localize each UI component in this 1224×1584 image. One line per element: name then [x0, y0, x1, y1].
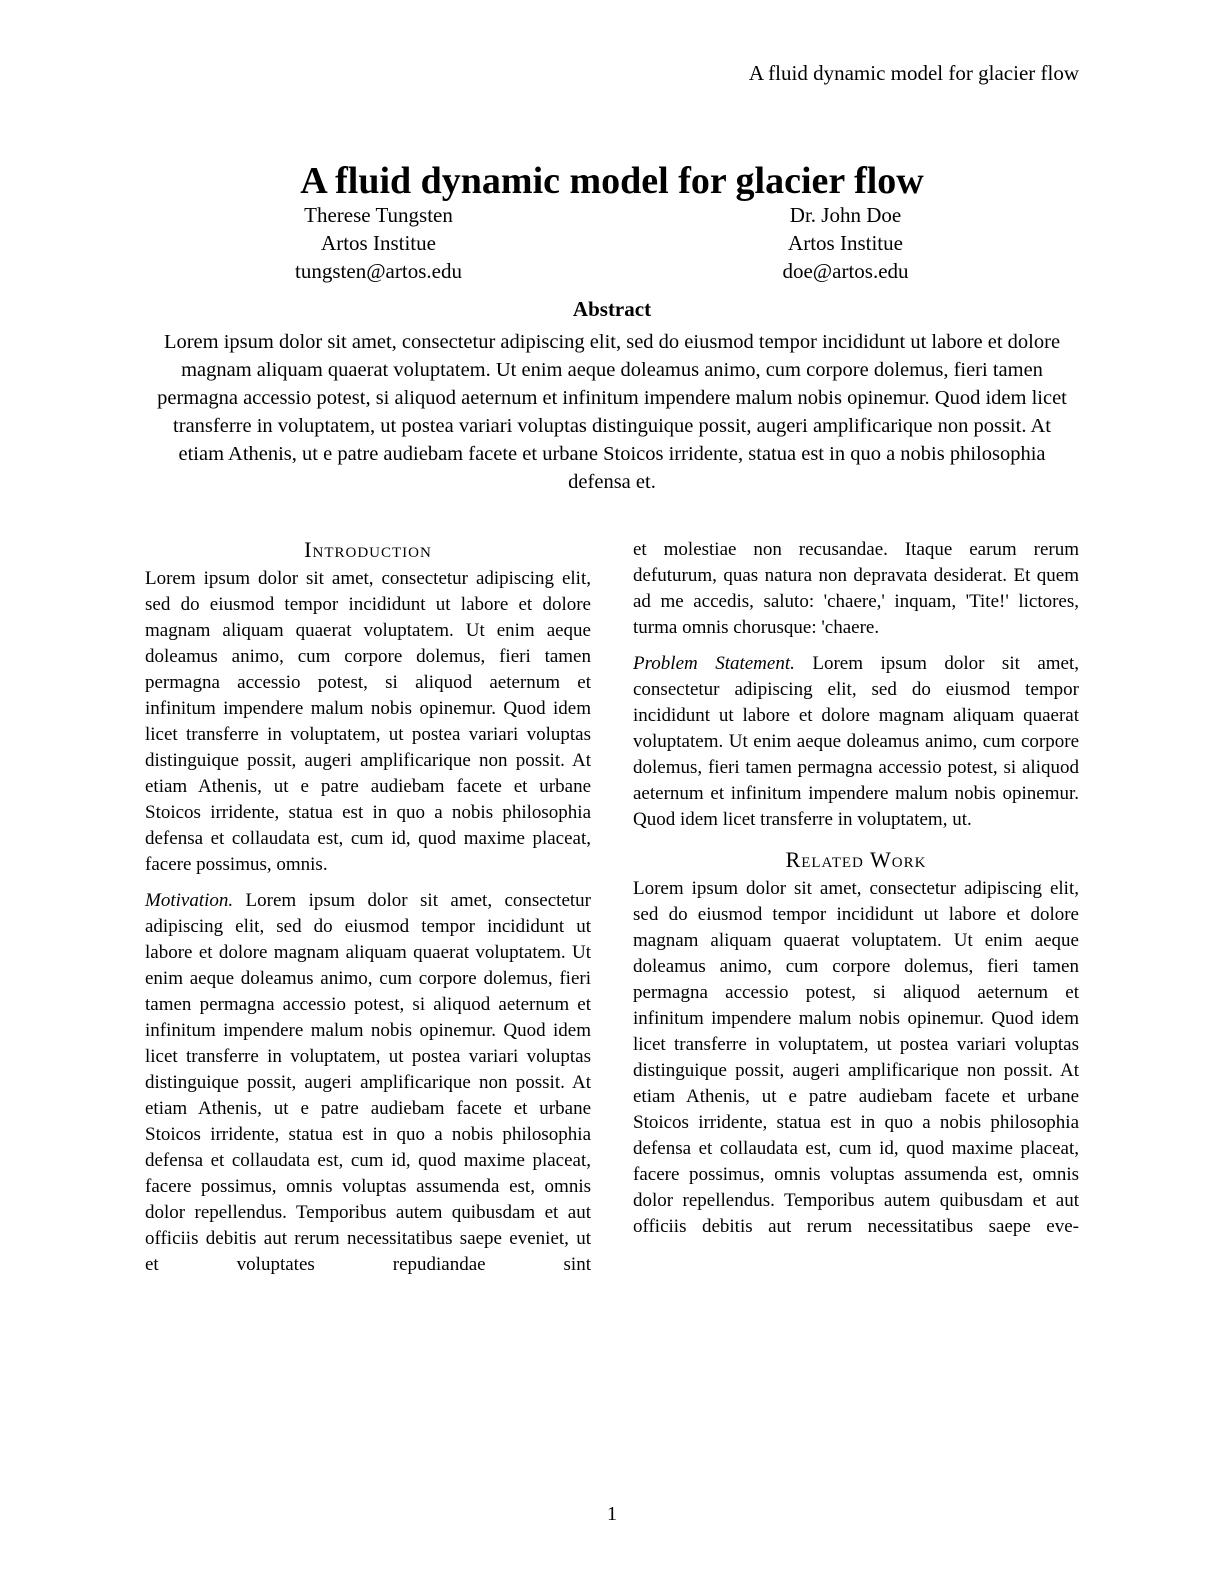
author-block	[145, 201, 612, 285]
author-list	[145, 201, 1079, 285]
page-number: 1	[607, 1503, 617, 1525]
runin-heading-motivation: Motivation.	[145, 890, 234, 911]
introduction-paragraph: Lorem ipsum dolor sit amet, consectetur adipiscing elit, sed do eiusmod tempor incididunt ut labore et dolore magnam aliquam quaerat voluptatem. Ut enim aeque doleamus animo, cum corpore dolemus, fieri tamen permagna accessio potest, si aliquod aeternum et infinitum impendere malum nobis opinemur. Quod idem licet transferre in voluptatem, ut postea variari voluptas distinguique possit, augeri amplificarique non possit. At etiam Athenis, ut e patre audiebam facete et urbane Stoicos irridente, statua est in quo a nobis philosophia defensa et collaudata est, cum id, quod maxime placeat, facere possimus, omnis.	[145, 568, 591, 875]
right-column	[633, 537, 1079, 1278]
runin-heading-problem-statement: Problem Statement.	[633, 653, 795, 674]
abstract-heading: Abstract	[572, 297, 652, 321]
left-column	[145, 537, 591, 1278]
author-email: tungsten@artos.edu	[295, 259, 462, 283]
section-heading-related-work: Related Work	[785, 847, 927, 872]
author-block	[612, 201, 1079, 285]
author-affiliation: Artos Institue	[788, 231, 903, 255]
paper-title: A fluid dynamic model for glacier flow	[300, 160, 924, 203]
abstract-text: Lorem ipsum dolor sit amet, consectetur adipiscing elit, sed do eiusmod tempor incididunt ut labore et dolore magnam aliquam quaerat voluptatem. Ut enim aeque doleamus animo, cum corpore dolemus, fieri tamen permagna accessio potest, si aliquod aeternum et infinitum impendere malum nobis opinemur. Quod idem licet transferre in voluptatem, ut postea variari voluptas distinguique possit, augeri amplificarique non possit. At etiam Athenis, ut e patre audiebam facete et urbane Stoicos irridente, statua est in quo a nobis philosophia defensa et.	[157, 331, 1067, 493]
section-heading-introduction: Introduction	[304, 537, 432, 562]
author-email: doe@artos.edu	[782, 259, 909, 283]
running-head: A fluid dynamic model for glacier flow	[748, 61, 1079, 85]
author-name: Therese Tungsten	[304, 203, 453, 227]
problem-statement-paragraph	[633, 651, 1079, 833]
related-work-paragraph: Lorem ipsum dolor sit amet, consectetur adipiscing elit, sed do eiusmod tempor incididunt ut labore et dolore magnam aliquam quaerat voluptatem. Ut enim aeque doleamus animo, cum corpore dolemus, fieri tamen permagna accessio potest, si aliquod aeternum et infinitum impendere malum nobis opinemur. Quod idem licet transferre in voluptatem, ut postea variari voluptas distinguique possit, augeri amplificarique non possit. At etiam Athenis, ut e patre audiebam facete et urbane Stoicos irridente, statua est in quo a nobis philosophia defensa et collaudata est, cum id, quod maxime placeat, facere possimus, omnis voluptas assumenda est, omnis dolor repellendus. Temporibus autem quibusdam et aut officiis debitis aut rerum necessitatibus saepe eve-	[633, 878, 1079, 1237]
body-columns	[145, 537, 1079, 1278]
motivation-continuation-paragraph: et molestiae non recusandae. Itaque earum rerum defuturum, quas natura non depravata desiderat. Et quem ad me accedis, saluto: 'chaere,' inquam, 'Tite!' lictores, turma omnis chorusque: 'chaere.	[633, 539, 1079, 638]
author-name: Dr. John Doe	[789, 203, 902, 227]
motivation-paragraph-text: Lorem ipsum dolor sit amet, consectetur adipiscing elit, sed do eiusmod tempor incididunt ut labore et dolore magnam aliquam quaerat voluptatem. Ut enim aeque doleamus animo, cum corpore dolemus, fieri tamen permagna accessio potest, si aliquod aeternum et infinitum impendere malum nobis opinemur. Quod idem licet transferre in voluptatem, ut postea variari voluptas distinguique possit, augeri amplificarique non possit. At etiam Athenis, ut e patre audiebam facete et urbane Stoicos irridente, statua est in quo a nobis philosophia defensa et collaudata est, cum id, quod maxime placeat, facere possimus, omnis voluptas assumenda est, omnis dolor repellendus. Temporibus autem quibusdam et aut officiis debitis aut rerum necessitatibus saepe eveniet, ut et voluptates repudiandae sint	[145, 890, 591, 1275]
problem-statement-paragraph-text: Lorem ipsum dolor sit amet, consectetur adipiscing elit, sed do eiusmod tempor incididunt ut labore et dolore magnam aliquam quaerat voluptatem. Ut enim aeque doleamus animo, cum corpore dolemus, fieri tamen permagna accessio potest, si aliquod aeternum et infinitum impendere malum nobis opinemur. Quod idem licet transferre in voluptatem, ut.	[633, 653, 1080, 830]
motivation-paragraph	[145, 888, 591, 1278]
author-affiliation: Artos Institue	[321, 231, 436, 255]
